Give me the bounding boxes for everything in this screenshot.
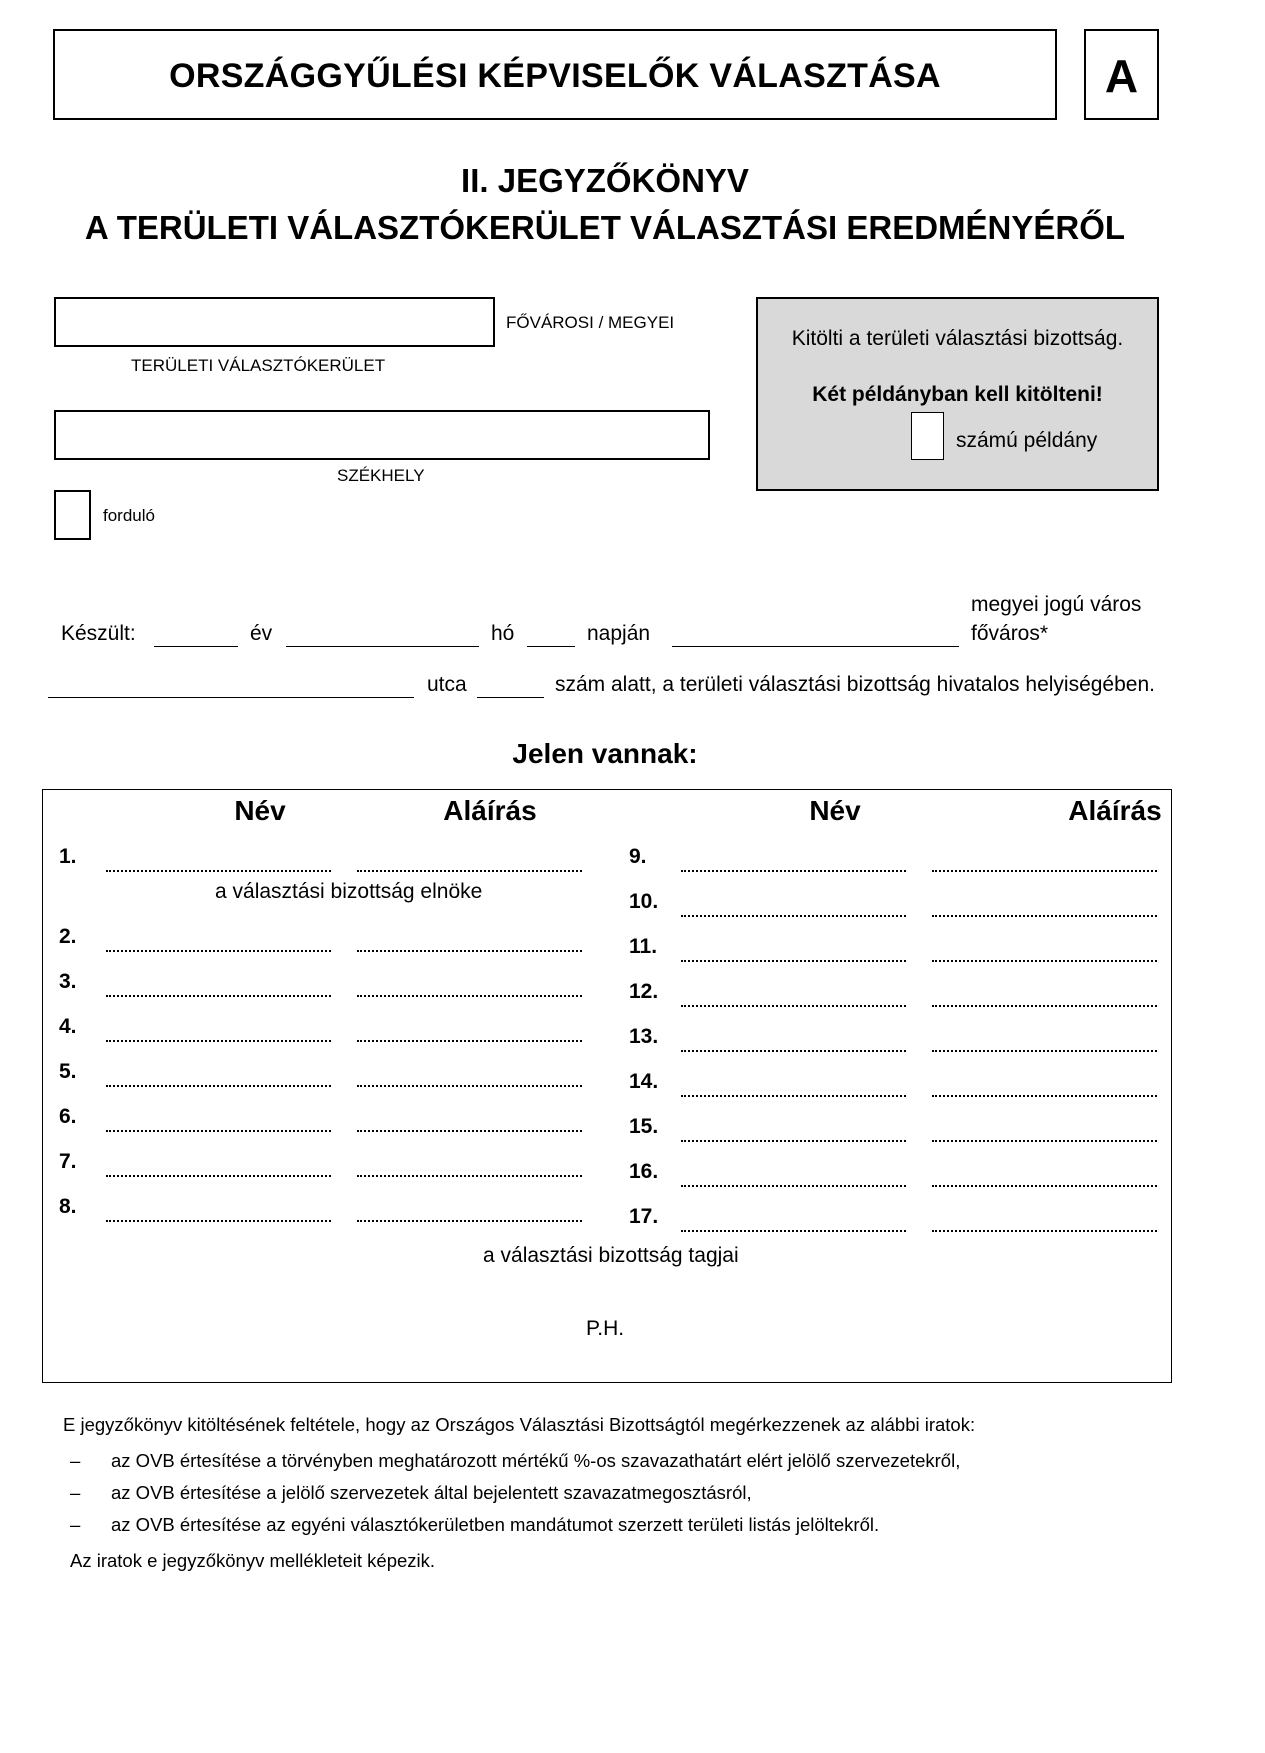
notes-closing: Az iratok e jegyzőkönyv mellékleteit képezik. [70, 1550, 436, 1571]
col-name-right: Név [809, 795, 861, 826]
info-line-1: Kitölti a területi választási bizottság. [791, 327, 1124, 350]
name-field[interactable] [681, 960, 906, 962]
signature-field[interactable] [357, 1220, 582, 1222]
day-label: napján [587, 622, 651, 645]
street-label: utca [427, 673, 467, 696]
signature-field[interactable] [357, 995, 582, 997]
form-title: ORSZÁGGYŰLÉSI KÉPVISELŐK VÁLASZTÁSA [169, 57, 941, 95]
name-field[interactable] [681, 870, 906, 872]
document-heading-2: A TERÜLETI VÁLASZTÓKERÜLET VÁLASZTÁSI EREDMÉNYÉRŐL [84, 209, 1126, 246]
row-number: 8. [59, 1195, 77, 1218]
signature-field[interactable] [932, 870, 1157, 872]
signature-field[interactable] [932, 1095, 1157, 1097]
attendance-table [42, 789, 1172, 1383]
row-number: 9. [629, 845, 647, 868]
row-number: 5. [59, 1060, 77, 1083]
row-number: 15. [629, 1115, 659, 1138]
name-field[interactable] [106, 1175, 331, 1177]
document-heading-1: II. JEGYZŐKÖNYV [461, 162, 749, 199]
district-label: TERÜLETI VÁLASZTÓKERÜLET [131, 356, 386, 375]
notes-item-3: az OVB értesítése az egyéni választókerületben mandátumot szerzett területi listás jelöltekről. [111, 1514, 880, 1535]
name-field[interactable] [681, 1140, 906, 1142]
row-number: 17. [629, 1205, 659, 1228]
name-field[interactable] [106, 950, 331, 952]
notes-intro: E jegyzőkönyv kitöltésének feltétele, hogy az Országos Választási Bizottságtól megérkezzenek az alábbi iratok: [63, 1414, 976, 1435]
round-checkbox[interactable] [54, 490, 91, 540]
name-field[interactable] [106, 1130, 331, 1132]
year-label: év [250, 622, 273, 645]
signature-field[interactable] [932, 1140, 1157, 1142]
district-input[interactable] [54, 297, 495, 347]
notes-item-2: az OVB értesítése a jelölő szervezetek által bejelentett szavazatmegosztásról, [111, 1482, 752, 1503]
day-field[interactable] [527, 646, 575, 647]
city-type-2: főváros* [971, 622, 1049, 645]
form-letter: A [1104, 50, 1139, 102]
row-number: 7. [59, 1150, 77, 1173]
made-label: Készült: [61, 622, 136, 645]
col-signature-left: Aláírás [443, 795, 537, 826]
year-field[interactable] [154, 646, 238, 647]
name-field[interactable] [681, 1230, 906, 1232]
copy-number-input[interactable] [911, 412, 944, 460]
row-number: 10. [629, 890, 659, 913]
signature-field[interactable] [932, 1005, 1157, 1007]
row-number: 2. [59, 925, 77, 948]
chair-caption: a választási bizottság elnöke [215, 880, 483, 903]
row-number: 14. [629, 1070, 659, 1093]
row-number: 4. [59, 1015, 77, 1038]
row-number: 12. [629, 980, 659, 1003]
signature-field[interactable] [357, 1130, 582, 1132]
name-field[interactable] [681, 1050, 906, 1052]
signature-field[interactable] [357, 1040, 582, 1042]
round-label: forduló [103, 506, 155, 525]
name-field[interactable] [681, 1185, 906, 1187]
signature-field[interactable] [932, 1185, 1157, 1187]
info-line-2: Két példányban kell kitölteni! [812, 383, 1103, 406]
city-field[interactable] [672, 646, 959, 647]
signature-field[interactable] [932, 1230, 1157, 1232]
name-field[interactable] [106, 870, 331, 872]
title-box [53, 29, 1057, 120]
signature-field[interactable] [932, 1050, 1157, 1052]
row-number: 1. [59, 845, 77, 868]
name-field[interactable] [106, 995, 331, 997]
street-field[interactable] [48, 697, 414, 698]
row-number: 11. [629, 935, 658, 958]
name-field[interactable] [681, 915, 906, 917]
seat-label: SZÉKHELY [337, 466, 425, 485]
district-type-label: FŐVÁROSI / MEGYEI [506, 313, 675, 332]
address-rest: szám alatt, a területi választási bizottság hivatalos helyiségében. [555, 673, 1155, 696]
row-number: 6. [59, 1105, 77, 1128]
info-panel [756, 297, 1159, 491]
notes-bullet-3: – [70, 1514, 81, 1535]
col-signature-right: Aláírás [1068, 795, 1162, 826]
row-number: 3. [59, 970, 77, 993]
house-number-field[interactable] [477, 697, 544, 698]
copy-label: számú példány [956, 429, 1098, 452]
signature-field[interactable] [357, 1175, 582, 1177]
signature-field[interactable] [357, 1085, 582, 1087]
notes-bullet-1: – [70, 1450, 81, 1471]
month-field[interactable] [286, 646, 479, 647]
signature-field[interactable] [357, 950, 582, 952]
row-number: 13. [629, 1025, 659, 1048]
attendance-title: Jelen vannak: [512, 738, 698, 769]
signature-field[interactable] [357, 870, 582, 872]
city-type-1: megyei jogú város [971, 593, 1142, 616]
name-field[interactable] [681, 1005, 906, 1007]
notes-item-1: az OVB értesítése a törvényben meghatározott mértékű %-os szavazathatárt elért jelölő szervezetekről, [111, 1450, 961, 1471]
members-caption: a választási bizottság tagjai [483, 1244, 739, 1267]
signature-field[interactable] [932, 915, 1157, 917]
notes-bullet-2: – [70, 1482, 81, 1503]
name-field[interactable] [681, 1095, 906, 1097]
col-name-left: Név [234, 795, 286, 826]
seat-input[interactable] [54, 410, 710, 460]
stamp-placeholder: P.H. [586, 1317, 625, 1340]
name-field[interactable] [106, 1040, 331, 1042]
name-field[interactable] [106, 1220, 331, 1222]
signature-field[interactable] [932, 960, 1157, 962]
form-letter-box [1084, 29, 1159, 120]
row-number: 16. [629, 1160, 659, 1183]
month-label: hó [491, 622, 515, 645]
name-field[interactable] [106, 1085, 331, 1087]
